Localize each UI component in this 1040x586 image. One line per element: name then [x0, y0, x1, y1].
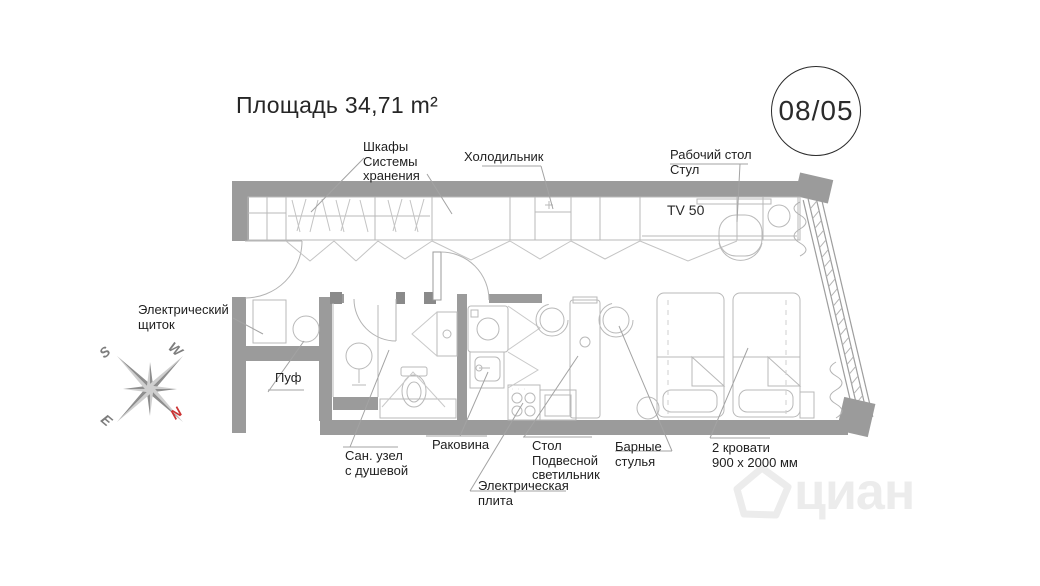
sheet-badge-number: 08/05: [778, 95, 854, 126]
label-sink-text: Раковина: [432, 437, 490, 452]
window-band: [803, 196, 873, 421]
label-table-line3: светильник: [532, 467, 600, 482]
desk-stool: [768, 205, 790, 227]
compass-east-letter: E: [97, 410, 116, 430]
label-fridge-text: Холодильник: [464, 149, 544, 164]
vanity-swing-mark: [412, 312, 437, 356]
pendant-light: [580, 337, 590, 347]
label-wardrobe-line3: хранения: [363, 168, 420, 183]
nightstand: [800, 392, 814, 418]
watermark-text: циан: [794, 463, 915, 521]
label-fridge: [464, 150, 543, 165]
folding-door-marks: [286, 241, 737, 261]
label-stools-line1: Барные: [615, 439, 662, 454]
pillow-1: [663, 390, 717, 412]
wall-bottom: [320, 420, 848, 435]
kitchen: [468, 306, 576, 420]
label-bathroom-line2: с душевой: [345, 462, 409, 478]
label-electrical-line1: Электрический: [138, 302, 229, 317]
wall-cap-a: [330, 292, 342, 304]
hall-cabinet: [253, 300, 286, 343]
dining-area: [536, 297, 659, 419]
sheet-badge: [771, 66, 861, 156]
label-beds-line2: 900 х 2000 мм: [712, 454, 798, 470]
desk-chair: [719, 215, 762, 260]
wall-top-left-stub: [232, 181, 249, 241]
sleeping-area: [657, 293, 814, 418]
bath-mat: [380, 399, 456, 418]
shower-bench: [333, 397, 378, 410]
bar-stool-3: [637, 397, 659, 419]
label-electrical-line2: щиток: [138, 316, 175, 332]
wall-left: [232, 297, 246, 433]
label-desk-line1: Рабочий стол: [670, 147, 752, 162]
bathroom-sink: [412, 312, 457, 356]
label-tv: TV 50: [667, 202, 705, 218]
shower-head: [346, 343, 372, 385]
label-table: [532, 439, 600, 483]
label-electrical-panel: [138, 303, 229, 332]
label-wardrobe: [363, 140, 420, 184]
washing-machine: [468, 306, 508, 352]
room-door-arc: [441, 252, 489, 300]
compass-west-letter: W: [165, 338, 186, 360]
label-stove-line1: Электрическая: [478, 478, 569, 493]
label-sink: [432, 438, 489, 453]
label-stove-line2: плита: [478, 492, 513, 508]
entrance-door-arc: [245, 241, 302, 298]
bed-1: [657, 293, 724, 417]
wall-bath-kitchen: [457, 294, 467, 421]
room-door-leaf: [433, 252, 441, 300]
bed-2: [733, 293, 800, 417]
blanket-1: [657, 357, 724, 386]
wall-corner-bottom-right: [837, 397, 876, 437]
label-pouf-text: Пуф: [275, 370, 302, 385]
bar-stool-1: [536, 304, 568, 336]
label-table-line2: Подвесной: [532, 452, 599, 468]
wall-corner-top-right: [795, 172, 834, 203]
toilet: [382, 367, 445, 407]
tv-mark: [697, 199, 771, 204]
pouf: [293, 316, 319, 342]
wardrobe-cabinets: [248, 197, 800, 261]
wall-hall-bottom: [239, 346, 331, 361]
compass-north-letter: N: [167, 403, 186, 423]
label-desk-line2: Стул: [670, 161, 700, 177]
wall-cap-b: [396, 292, 405, 304]
hall-furniture: [253, 300, 319, 343]
wall-hall-bath: [319, 297, 332, 421]
label-pouf: [275, 371, 301, 386]
label-stools-line2: стулья: [615, 453, 656, 469]
wall-top: [232, 181, 822, 197]
watermark-logo-icon: [737, 468, 788, 515]
bathroom-door-arc: [354, 299, 396, 341]
fridge: [535, 201, 571, 212]
label-wardrobe-line2: Системы: [363, 153, 418, 169]
window-hatch: [810, 201, 862, 403]
bar-stool-2: [599, 303, 633, 337]
label-bathroom-line1: Сан. узел: [345, 448, 403, 463]
blanket-2: [733, 357, 800, 386]
label-table-line1: Стол: [532, 438, 562, 453]
label-desk: [670, 148, 752, 177]
label-stools: [615, 440, 662, 469]
wall-door-stub: [489, 294, 542, 303]
stove: [508, 385, 540, 420]
pillow-2: [739, 390, 793, 412]
doors: [245, 241, 489, 341]
label-wardrobe-line1: Шкафы: [363, 139, 409, 154]
page-title: Площадь 34,71 m²: [236, 92, 439, 118]
label-beds-line1: 2 кровати: [712, 440, 770, 455]
label-stove: [478, 479, 569, 508]
cabinet-swing-marks: [508, 306, 540, 388]
label-beds: [712, 441, 798, 470]
dining-table: [570, 300, 600, 418]
kitchen-sink: [470, 352, 504, 388]
label-bathroom: [345, 449, 408, 478]
compass-south-letter: S: [95, 342, 114, 362]
